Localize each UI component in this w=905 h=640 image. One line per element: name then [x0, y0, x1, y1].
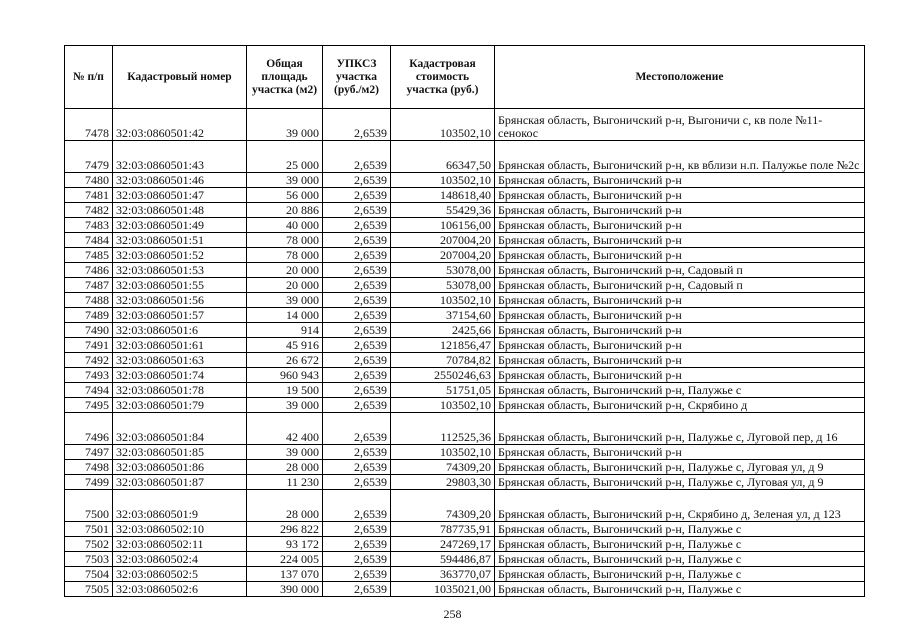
cadastral-number: 32:03:0860502:5: [113, 567, 247, 582]
location: Брянская область, Выгоничский р-н, Палужье с: [495, 383, 865, 398]
area-value: 25 000: [247, 141, 323, 173]
header-location: Местоположение: [495, 46, 865, 109]
table-row: [65, 445, 865, 460]
area-value: 28 000: [247, 490, 323, 522]
row-number: 7497: [65, 445, 113, 460]
table-header: [65, 46, 865, 109]
cadastral-cost: 29803,30: [391, 475, 495, 490]
cadastral-number: 32:03:0860501:46: [113, 173, 247, 188]
cadastral-cost: 103502,10: [391, 445, 495, 460]
upksz-value: 2,6539: [323, 233, 391, 248]
upksz-value: 2,6539: [323, 173, 391, 188]
location: Брянская область, Выгоничский р-н: [495, 338, 865, 353]
row-number: 7492: [65, 353, 113, 368]
area-value: 28 000: [247, 460, 323, 475]
row-number: 7499: [65, 475, 113, 490]
location: Брянская область, Выгоничский р-н, Садовый п: [495, 263, 865, 278]
upksz-value: 2,6539: [323, 278, 391, 293]
row-number: 7496: [65, 413, 113, 445]
table-row: [65, 188, 865, 203]
location: Брянская область, Выгоничский р-н, Палужье с: [495, 537, 865, 552]
cadastral-number: 32:03:0860501:9: [113, 490, 247, 522]
area-value: 296 822: [247, 522, 323, 537]
cadastral-number: 32:03:0860501:57: [113, 308, 247, 323]
cadastral-number: 32:03:0860501:6: [113, 323, 247, 338]
row-number: 7495: [65, 398, 113, 413]
table-row: [65, 460, 865, 475]
upksz-value: 2,6539: [323, 248, 391, 263]
cadastral-cost: 112525,36: [391, 413, 495, 445]
row-number: 7484: [65, 233, 113, 248]
location: Брянская область, Выгоничский р-н: [495, 173, 865, 188]
table-row: [65, 552, 865, 567]
location: Брянская область, Выгоничский р-н, Садовый п: [495, 278, 865, 293]
table-row: [65, 233, 865, 248]
cadastral-number: 32:03:0860501:53: [113, 263, 247, 278]
cadastral-cost: 37154,60: [391, 308, 495, 323]
table-row: [65, 218, 865, 233]
location: Брянская область, Выгоничский р-н: [495, 203, 865, 218]
cadastral-number: 32:03:0860502:4: [113, 552, 247, 567]
table-row: [65, 490, 865, 522]
cadastral-number: 32:03:0860501:52: [113, 248, 247, 263]
location: Брянская область, Выгоничский р-н: [495, 368, 865, 383]
page-number: 258: [443, 607, 462, 621]
cadastral-number: 32:03:0860501:74: [113, 368, 247, 383]
upksz-value: 2,6539: [323, 567, 391, 582]
location: Брянская область, Выгоничский р-н, Палужье с: [495, 552, 865, 567]
upksz-value: 2,6539: [323, 582, 391, 597]
table-row: [65, 353, 865, 368]
cadastral-cost: 55429,36: [391, 203, 495, 218]
cadastral-number: 32:03:0860501:86: [113, 460, 247, 475]
location: Брянская область, Выгоничский р-н: [495, 248, 865, 263]
cadastral-number: 32:03:0860501:55: [113, 278, 247, 293]
location: Брянская область, Выгоничский р-н, Палужье с, Луговая ул, д 9: [495, 475, 865, 490]
area-value: 56 000: [247, 188, 323, 203]
area-value: 11 230: [247, 475, 323, 490]
header-num: № п/п: [65, 46, 113, 109]
cadastral-cost: 66347,50: [391, 141, 495, 173]
location: Брянская область, Выгоничский р-н, Скрябино д: [495, 398, 865, 413]
location: Брянская область, Выгоничский р-н, Палужье с, Луговой пер, д 16: [495, 413, 865, 445]
cadastral-number: 32:03:0860501:56: [113, 293, 247, 308]
area-value: 19 500: [247, 383, 323, 398]
table-row: [65, 582, 865, 597]
location: Брянская область, Выгоничский р-н: [495, 188, 865, 203]
table-row: [65, 248, 865, 263]
location: Брянская область, Выгоничский р-н, Скрябино д, Зеленая ул, д 123: [495, 490, 865, 522]
row-number: 7494: [65, 383, 113, 398]
area-value: 45 916: [247, 338, 323, 353]
upksz-value: 2,6539: [323, 263, 391, 278]
cadastral-cost: 53078,00: [391, 263, 495, 278]
area-value: 224 005: [247, 552, 323, 567]
cadastral-number: 32:03:0860501:79: [113, 398, 247, 413]
area-value: 42 400: [247, 413, 323, 445]
cadastral-cost: 121856,47: [391, 338, 495, 353]
upksz-value: 2,6539: [323, 109, 391, 141]
location: Брянская область, Выгоничский р-н: [495, 323, 865, 338]
upksz-value: 2,6539: [323, 293, 391, 308]
area-value: 137 070: [247, 567, 323, 582]
header-area: Общая площадь участка (м2): [247, 46, 323, 109]
table-row: [65, 522, 865, 537]
upksz-value: 2,6539: [323, 552, 391, 567]
area-value: 39 000: [247, 173, 323, 188]
cadastral-number: 32:03:0860502:11: [113, 537, 247, 552]
upksz-value: 2,6539: [323, 490, 391, 522]
row-number: 7478: [65, 109, 113, 141]
row-number: 7489: [65, 308, 113, 323]
cadastral-cost: 106156,00: [391, 218, 495, 233]
area-value: 39 000: [247, 109, 323, 141]
location: Брянская область, Выгоничский р-н: [495, 353, 865, 368]
cadastral-cost: 103502,10: [391, 398, 495, 413]
location: Брянская область, Выгоничский р-н, Выгоничи с, кв поле №11-сенокос: [495, 109, 865, 141]
cadastral-number: 32:03:0860501:63: [113, 353, 247, 368]
cadastral-number: 32:03:0860501:87: [113, 475, 247, 490]
table-row: [65, 109, 865, 141]
row-number: 7502: [65, 537, 113, 552]
table-row: [65, 537, 865, 552]
table-row: [65, 368, 865, 383]
header-row: [65, 46, 865, 109]
location: Брянская область, Выгоничский р-н: [495, 233, 865, 248]
cadastral-cost: 51751,05: [391, 383, 495, 398]
cadastral-cost: 363770,07: [391, 567, 495, 582]
row-number: 7500: [65, 490, 113, 522]
header-cadastral-number: Кадастровый номер: [113, 46, 247, 109]
cadastral-cost: 74309,20: [391, 490, 495, 522]
table-row: [65, 308, 865, 323]
cadastral-number: 32:03:0860501:47: [113, 188, 247, 203]
table-row: [65, 567, 865, 582]
cadastral-cost: 103502,10: [391, 173, 495, 188]
area-value: 39 000: [247, 445, 323, 460]
cadastral-cost: 787735,91: [391, 522, 495, 537]
area-value: 20 000: [247, 263, 323, 278]
table-row: [65, 323, 865, 338]
table-row: [65, 263, 865, 278]
table-body: [65, 109, 865, 597]
cadastral-number: 32:03:0860501:84: [113, 413, 247, 445]
cadastral-cost: 207004,20: [391, 248, 495, 263]
location: Брянская область, Выгоничский р-н, Палужье с: [495, 582, 865, 597]
area-value: 14 000: [247, 308, 323, 323]
row-number: 7501: [65, 522, 113, 537]
upksz-value: 2,6539: [323, 475, 391, 490]
location: Брянская область, Выгоничский р-н: [495, 293, 865, 308]
cadastral-cost: 103502,10: [391, 109, 495, 141]
row-number: 7480: [65, 173, 113, 188]
cadastral-number: 32:03:0860502:6: [113, 582, 247, 597]
table-row: [65, 141, 865, 173]
upksz-value: 2,6539: [323, 353, 391, 368]
upksz-value: 2,6539: [323, 398, 391, 413]
upksz-value: 2,6539: [323, 537, 391, 552]
row-number: 7498: [65, 460, 113, 475]
location: Брянская область, Выгоничский р-н: [495, 218, 865, 233]
row-number: 7482: [65, 203, 113, 218]
area-value: 93 172: [247, 537, 323, 552]
area-value: 39 000: [247, 398, 323, 413]
upksz-value: 2,6539: [323, 188, 391, 203]
row-number: 7483: [65, 218, 113, 233]
row-number: 7481: [65, 188, 113, 203]
area-value: 78 000: [247, 248, 323, 263]
cadastral-table: [64, 45, 865, 597]
cadastral-number: 32:03:0860502:10: [113, 522, 247, 537]
row-number: 7485: [65, 248, 113, 263]
upksz-value: 2,6539: [323, 445, 391, 460]
upksz-value: 2,6539: [323, 141, 391, 173]
upksz-value: 2,6539: [323, 308, 391, 323]
cadastral-number: 32:03:0860501:43: [113, 141, 247, 173]
cadastral-cost: 74309,20: [391, 460, 495, 475]
table-row: [65, 338, 865, 353]
table-row: [65, 383, 865, 398]
cadastral-cost: 148618,40: [391, 188, 495, 203]
upksz-value: 2,6539: [323, 203, 391, 218]
cadastral-cost: 1035021,00: [391, 582, 495, 597]
location: Брянская область, Выгоничский р-н, кв вблизи н.п. Палужье поле №2с: [495, 141, 865, 173]
cadastral-number: 32:03:0860501:48: [113, 203, 247, 218]
cadastral-cost: 594486,87: [391, 552, 495, 567]
upksz-value: 2,6539: [323, 368, 391, 383]
upksz-value: 2,6539: [323, 383, 391, 398]
table-row: [65, 203, 865, 218]
upksz-value: 2,6539: [323, 522, 391, 537]
location: Брянская область, Выгоничский р-н, Палужье с: [495, 567, 865, 582]
area-value: 914: [247, 323, 323, 338]
location: Брянская область, Выгоничский р-н: [495, 308, 865, 323]
cadastral-cost: 2425,66: [391, 323, 495, 338]
location: Брянская область, Выгоничский р-н, Палужье с, Луговая ул, д 9: [495, 460, 865, 475]
area-value: 40 000: [247, 218, 323, 233]
cadastral-cost: 70784,82: [391, 353, 495, 368]
row-number: 7503: [65, 552, 113, 567]
table-row: [65, 278, 865, 293]
location: Брянская область, Выгоничский р-н, Палужье с: [495, 522, 865, 537]
cadastral-cost: 2550246,63: [391, 368, 495, 383]
row-number: 7504: [65, 567, 113, 582]
header-upksz: УПКСЗ участка (руб./м2): [323, 46, 391, 109]
table-row: [65, 398, 865, 413]
cadastral-cost: 53078,00: [391, 278, 495, 293]
upksz-value: 2,6539: [323, 460, 391, 475]
cadastral-number: 32:03:0860501:42: [113, 109, 247, 141]
upksz-value: 2,6539: [323, 413, 391, 445]
upksz-value: 2,6539: [323, 323, 391, 338]
location: Брянская область, Выгоничский р-н: [495, 445, 865, 460]
header-cadastral-cost: Кадастровая стоимость участка (руб.): [391, 46, 495, 109]
row-number: 7490: [65, 323, 113, 338]
area-value: 20 886: [247, 203, 323, 218]
cadastral-cost: 103502,10: [391, 293, 495, 308]
cadastral-cost: 247269,17: [391, 537, 495, 552]
cadastral-number: 32:03:0860501:78: [113, 383, 247, 398]
cadastral-cost: 207004,20: [391, 233, 495, 248]
row-number: 7479: [65, 141, 113, 173]
row-number: 7488: [65, 293, 113, 308]
table-row: [65, 293, 865, 308]
area-value: 390 000: [247, 582, 323, 597]
area-value: 26 672: [247, 353, 323, 368]
area-value: 20 000: [247, 278, 323, 293]
row-number: 7487: [65, 278, 113, 293]
table-row: [65, 413, 865, 445]
row-number: 7505: [65, 582, 113, 597]
row-number: 7486: [65, 263, 113, 278]
table-row: [65, 173, 865, 188]
table-row: [65, 475, 865, 490]
row-number: 7491: [65, 338, 113, 353]
cadastral-number: 32:03:0860501:61: [113, 338, 247, 353]
row-number: 7493: [65, 368, 113, 383]
area-value: 78 000: [247, 233, 323, 248]
area-value: 39 000: [247, 293, 323, 308]
cadastral-number: 32:03:0860501:85: [113, 445, 247, 460]
upksz-value: 2,6539: [323, 338, 391, 353]
cadastral-number: 32:03:0860501:49: [113, 218, 247, 233]
cadastral-number: 32:03:0860501:51: [113, 233, 247, 248]
area-value: 960 943: [247, 368, 323, 383]
upksz-value: 2,6539: [323, 218, 391, 233]
